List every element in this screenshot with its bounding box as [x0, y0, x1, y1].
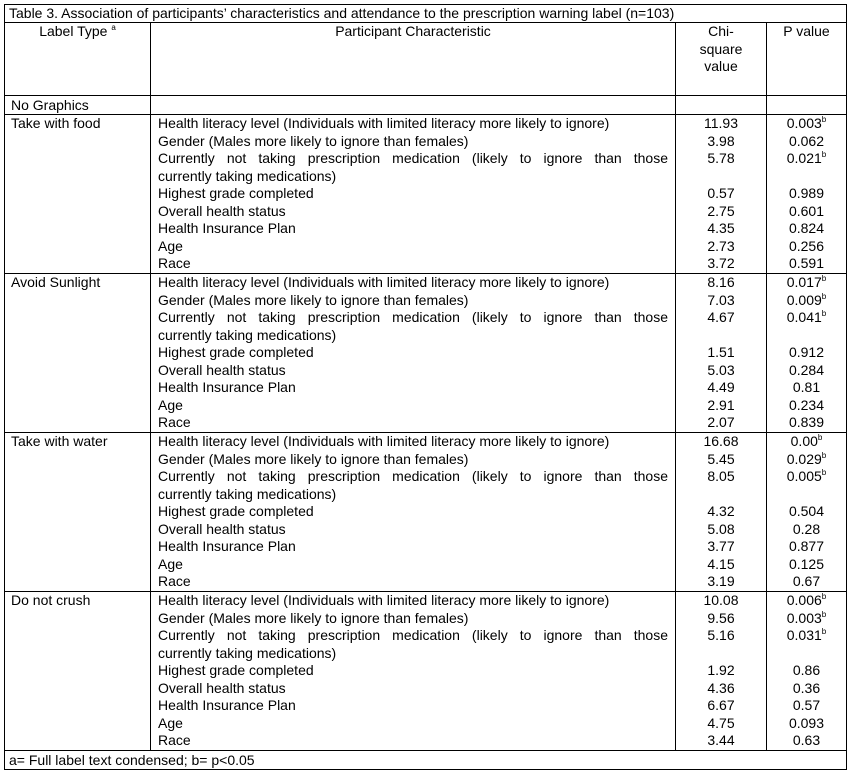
label-group-row — [5, 274, 846, 433]
label-group-row — [5, 433, 846, 592]
p-value-cell — [767, 379, 846, 397]
p-value-text: 0.003 — [786, 115, 822, 131]
header-label-type-text: Label Type — [39, 23, 108, 39]
chi-square-cell: 3.44 — [707, 732, 735, 749]
p-value-cell — [767, 397, 846, 415]
characteristic-cell: Race — [158, 414, 191, 431]
table-caption: Table 3. Association of participants’ characteristics and attendance to the prescription warning label (n=103) — [5, 5, 846, 23]
table-footnote: a= Full label text condensed; b= p<0.05 — [9, 752, 255, 768]
p-value-cell — [767, 344, 846, 362]
characteristic-cell: Overall health status — [158, 679, 286, 696]
chi-square-cell: 16.68 — [703, 433, 739, 449]
p-value-cell — [767, 185, 846, 203]
characteristic-cell: Age — [158, 714, 183, 731]
chi-square-cell: 4.35 — [707, 220, 735, 237]
p-value-text: 0.031 — [786, 627, 822, 644]
significance-marker: b — [817, 433, 823, 442]
subheader-label: No Graphics — [5, 96, 151, 114]
p-value-cell — [767, 133, 846, 151]
characteristic-cell-continued: currently taking medications) — [158, 485, 337, 502]
p-value-text: 0.017 — [786, 274, 822, 290]
chi-square-cell: 5.03 — [707, 361, 735, 378]
chi-square-cell: 3.98 — [707, 132, 735, 149]
p-value-text: 0.63 — [792, 732, 821, 749]
p-value-cell — [767, 150, 846, 185]
p-value-cell — [767, 715, 846, 733]
significance-marker: b — [821, 609, 827, 619]
characteristic-cell: Gender (Males more likely to ignore than females) — [158, 450, 469, 467]
characteristic-cell: Currently not taking prescription medication (likely to ignore than those — [158, 468, 668, 485]
characteristic-cell: Health Insurance Plan — [158, 697, 296, 714]
label-group-row — [5, 115, 846, 274]
chi-square-cell: 0.57 — [707, 185, 735, 202]
p-value-cell — [767, 697, 846, 715]
label-type-cell: Avoid Sunlight — [5, 274, 151, 432]
characteristic-cell: Health literacy level (Individuals with limited literacy more likely to ignore) — [158, 433, 610, 449]
significance-marker: b — [821, 450, 827, 460]
p-value-cell — [767, 627, 846, 662]
header-characteristic: Participant Characteristic — [151, 23, 676, 95]
p-value-cell — [767, 433, 846, 451]
p-value-text: 0.877 — [788, 538, 825, 555]
chi-square-cell: 4.36 — [707, 679, 735, 696]
p-value-cell — [767, 362, 846, 380]
chi-square-cell: 1.51 — [707, 344, 735, 361]
chi-square-cell: 5.08 — [707, 520, 735, 537]
chi-square-cell: 2.73 — [707, 237, 735, 254]
chi-square-cell: 7.03 — [707, 291, 735, 308]
chi-square-cell: 4.49 — [707, 379, 735, 396]
p-value-text: 0.093 — [788, 714, 825, 731]
p-value-text: 0.504 — [788, 503, 825, 520]
p-value-cell — [767, 220, 846, 238]
chi-square-cell: 6.67 — [707, 697, 735, 714]
characteristic-cell: Health Insurance Plan — [158, 538, 296, 555]
p-value-cell — [767, 680, 846, 698]
p-value-text: 0.029 — [786, 450, 822, 467]
subheader-row — [5, 96, 846, 115]
p-value-cell — [767, 451, 846, 469]
chi-square-cell: 5.16 — [707, 627, 735, 644]
characteristic-cell: Gender (Males more likely to ignore than females) — [158, 291, 469, 308]
p-value-cell — [767, 521, 846, 539]
p-value-cell — [767, 573, 846, 591]
characteristic-cell: Gender (Males more likely to ignore than females) — [158, 132, 469, 149]
characteristic-cell: Highest grade completed — [158, 185, 314, 202]
chi-square-cell: 3.72 — [707, 255, 735, 272]
significance-marker: b — [821, 150, 827, 160]
label-type-cell: Take with food — [5, 115, 151, 273]
significance-marker: b — [821, 291, 827, 301]
significance-marker: b — [821, 627, 827, 637]
label-type-cell: Take with water — [5, 433, 151, 591]
chi-square-cell: 4.32 — [707, 503, 735, 520]
p-value-cell — [767, 468, 846, 503]
p-value-text: 0.021 — [786, 150, 822, 167]
p-value-text: 0.125 — [788, 555, 825, 572]
p-value-cell — [767, 732, 846, 750]
characteristic-cell: Currently not taking prescription medication (likely to ignore than those — [158, 150, 668, 167]
characteristic-cell-continued: currently taking medications) — [158, 644, 337, 661]
chi-square-cell: 2.07 — [707, 414, 735, 431]
label-type-cell: Do not crush — [5, 592, 151, 750]
p-value-text: 0.062 — [788, 132, 825, 149]
p-value-cell — [767, 238, 846, 256]
p-value-text: 0.86 — [792, 662, 821, 679]
significance-marker: b — [821, 309, 827, 319]
label-group-row — [5, 592, 846, 751]
chi-square-cell: 5.78 — [707, 150, 735, 167]
chi-square-cell: 11.93 — [704, 115, 738, 131]
header-row — [5, 23, 846, 96]
p-value-text: 0.234 — [788, 396, 825, 413]
significance-marker: b — [821, 115, 827, 124]
header-label-type — [5, 23, 151, 95]
characteristic-cell: Currently not taking prescription medication (likely to ignore than those — [158, 627, 668, 644]
header-p-value: P value — [783, 23, 830, 39]
p-value-text: 0.009 — [786, 291, 822, 308]
chi-square-cell: 10.08 — [703, 592, 739, 608]
characteristic-cell: Age — [158, 555, 183, 572]
p-value-text: 0.81 — [792, 379, 821, 396]
chi-square-cell: 8.16 — [707, 274, 735, 290]
characteristic-cell: Race — [158, 573, 191, 590]
p-value-text: 0.57 — [792, 697, 821, 714]
chi-square-cell: 4.75 — [707, 714, 735, 731]
p-value-text: 0.591 — [788, 255, 825, 272]
p-value-text: 0.00 — [790, 433, 818, 449]
chi-square-cell: 2.75 — [707, 202, 735, 219]
p-value-text: 0.005 — [786, 468, 822, 485]
characteristic-cell: Highest grade completed — [158, 344, 314, 361]
chi-square-cell: 8.05 — [707, 468, 735, 485]
p-value-cell — [767, 292, 846, 310]
significance-marker: b — [821, 468, 827, 478]
characteristic-cell: Health literacy level (Individuals with limited literacy more likely to ignore) — [158, 115, 610, 131]
chi-square-cell: 3.77 — [707, 538, 735, 555]
chi-square-cell: 5.45 — [707, 450, 735, 467]
characteristic-cell: Age — [158, 396, 183, 413]
p-value-text: 0.006 — [786, 592, 822, 608]
p-value-text: 0.36 — [792, 679, 821, 696]
p-value-text: 0.989 — [788, 185, 825, 202]
p-value-cell — [767, 414, 846, 432]
p-value-text: 0.28 — [792, 520, 821, 537]
significance-marker: b — [821, 274, 827, 283]
p-value-text: 0.912 — [788, 344, 825, 361]
header-label-type-sup: a — [111, 23, 116, 32]
characteristic-cell: Highest grade completed — [158, 503, 314, 520]
characteristic-cell: Race — [158, 732, 191, 749]
characteristic-cell: Health literacy level (Individuals with limited literacy more likely to ignore) — [158, 592, 610, 608]
significance-marker: b — [821, 592, 827, 601]
p-value-cell — [767, 274, 846, 292]
header-chi-line3: value — [704, 58, 738, 74]
p-value-text: 0.824 — [788, 220, 825, 237]
characteristic-cell: Age — [158, 237, 183, 254]
characteristic-cell: Health literacy level (Individuals with limited literacy more likely to ignore) — [158, 274, 610, 290]
p-value-text: 0.67 — [792, 573, 821, 590]
header-chi-square — [676, 23, 767, 95]
p-value-cell — [767, 662, 846, 680]
characteristic-cell: Overall health status — [158, 361, 286, 378]
characteristic-cell: Currently not taking prescription medication (likely to ignore than those — [158, 309, 668, 326]
p-value-cell — [767, 203, 846, 221]
p-value-cell — [767, 503, 846, 521]
characteristic-cell: Highest grade completed — [158, 662, 314, 679]
p-value-cell — [767, 538, 846, 556]
chi-square-cell: 2.91 — [707, 396, 735, 413]
p-value-cell — [767, 255, 846, 273]
characteristic-cell: Race — [158, 255, 191, 272]
p-value-cell — [767, 556, 846, 574]
p-value-text: 0.041 — [786, 309, 822, 326]
p-value-text: 0.839 — [788, 414, 825, 431]
characteristic-cell: Health Insurance Plan — [158, 220, 296, 237]
p-value-cell — [767, 115, 846, 133]
chi-square-cell: 1.92 — [707, 662, 735, 679]
p-value-text: 0.256 — [788, 237, 825, 254]
p-value-text: 0.601 — [788, 202, 825, 219]
chi-square-cell: 3.19 — [707, 573, 735, 590]
p-value-cell — [767, 610, 846, 628]
p-value-text: 0.284 — [788, 361, 825, 378]
p-value-cell — [767, 592, 846, 610]
characteristic-cell-continued: currently taking medications) — [158, 326, 337, 343]
header-chi-line2: square — [699, 40, 743, 57]
characteristic-cell: Gender (Males more likely to ignore than females) — [158, 609, 469, 626]
characteristic-cell: Overall health status — [158, 202, 286, 219]
characteristic-cell: Overall health status — [158, 520, 286, 537]
chi-square-cell: 4.15 — [707, 555, 735, 572]
characteristic-cell-continued: currently taking medications) — [158, 167, 337, 184]
table-body — [5, 115, 846, 751]
chi-square-cell: 9.56 — [707, 609, 735, 626]
characteristic-cell: Health Insurance Plan — [158, 379, 296, 396]
chi-square-cell: 4.67 — [707, 309, 735, 326]
p-value-cell — [767, 309, 846, 344]
header-chi-line1: Chi- — [708, 23, 734, 39]
p-value-text: 0.003 — [786, 609, 822, 626]
results-table — [4, 4, 847, 770]
